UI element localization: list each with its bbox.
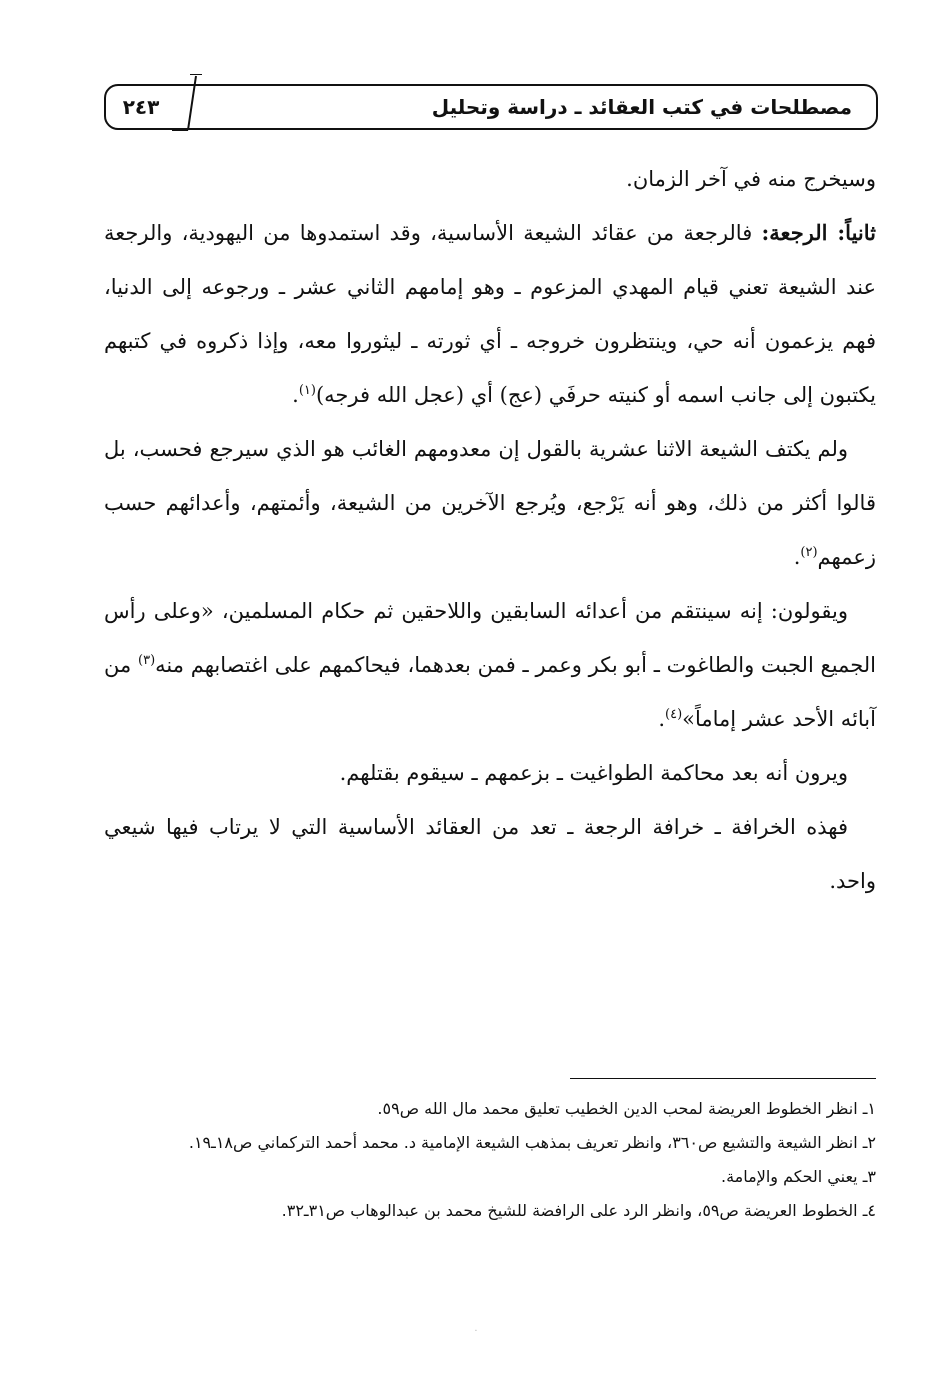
paragraph-4-end: .: [658, 707, 665, 731]
page-number: ٢٤٣: [122, 95, 160, 119]
section-label: ثانياً: الرجعة:: [761, 220, 876, 245]
footnote-ref-4[interactable]: (٤): [665, 707, 683, 722]
paragraph-6: فهذه الخرافة ـ خرافة الرجعة ـ تعد من العقائد الأساسية التي لا يرتاب فيها شيعي واحد.: [104, 815, 876, 893]
paragraph-2-text: فالرجعة من عقائد الشيعة الأساسية، وقد استمدوها من اليهودية، والرجعة عند الشيعة تعني قيام المهدي المزعوم ـ وهو إمامهم الثاني عشر ـ ورجوعه إلى الدنيا، فهم يزعمون أنه حي، وينتظرون خروجه ـ أي ثورته ـ ليثوروا معه، وإذا ذكروه في كتبهم يكتبون إلى جانب اسمه أو كنيته حرفَي (عج) أي (عجل الله فرجه): [104, 221, 876, 407]
paragraph-4-text-a: ويقولون: إنه سينتقم من أعدائه السابقين واللاحقين ثم حكام المسلمين، «وعلى رأس الجميع الجبت والطاغوت ـ أبو بكر وعمر ـ فمن بعدهما، فيحاكمهم على اغتصابهم منه: [104, 599, 876, 677]
footnote-ref-1[interactable]: (١): [298, 383, 316, 398]
footnote-ref-3[interactable]: (٣): [138, 653, 156, 668]
paragraph-1: وسيخرج منه في آخر الزمان.: [626, 167, 876, 191]
footnote-3: ٣ـ يعني الحكم والإمامة.: [721, 1167, 876, 1186]
paragraph-4-text-b: من آبائه الأحد عشر إماماً»: [104, 653, 876, 731]
paragraph-3: [104, 422, 876, 584]
paragraph-3-text: ولم يكتف الشيعة الاثنا عشرية بالقول إن معدومهم الغائب هو الذي سيرجع فحسب، بل قالوا أكثر من ذلك، وهو أنه يَرْجع، ويُرجع الآخرين من الشيعة، وأئمتهم، وأعدائهم حسب زعمهم: [104, 437, 876, 569]
footnote-4: ٤ـ الخطوط العريضة ص٥٩، وانظر الرد على الرافضة للشيخ محمد بن عبدالوهاب ص٣١ـ٣٢.: [281, 1201, 876, 1220]
main-text: [104, 152, 876, 908]
paragraph-5: ويرون أنه بعد محاكمة الطواغيت ـ بزعمهم ـ سيقوم بقتلهم.: [339, 761, 848, 785]
paragraph-4: [104, 584, 876, 746]
footnote-1: ١ـ انظر الخطوط العريضة لمحب الدين الخطيب تعليق محمد مال الله ص٥٩.: [377, 1099, 876, 1118]
footnote-ref-2[interactable]: (٢): [800, 545, 818, 560]
scan-dot: ·: [474, 1326, 478, 1337]
footnote-separator: [570, 1078, 876, 1079]
paragraph-2: [104, 206, 876, 422]
running-header-title: مصطلحات في كتب العقائد ـ دراسة وتحليل: [431, 95, 852, 119]
page-number-divider: [166, 74, 206, 132]
footnotes: [104, 1092, 876, 1228]
paragraph-3-end: .: [793, 545, 801, 569]
paragraph-2-end: .: [292, 383, 299, 407]
footnote-2: ٢ـ انظر الشيعة والتشيع ص٣٦٠، وانظر تعريف بمذهب الشيعة الإمامية د. محمد أحمد التركماني ص١٨ـ١٩.: [188, 1133, 876, 1152]
